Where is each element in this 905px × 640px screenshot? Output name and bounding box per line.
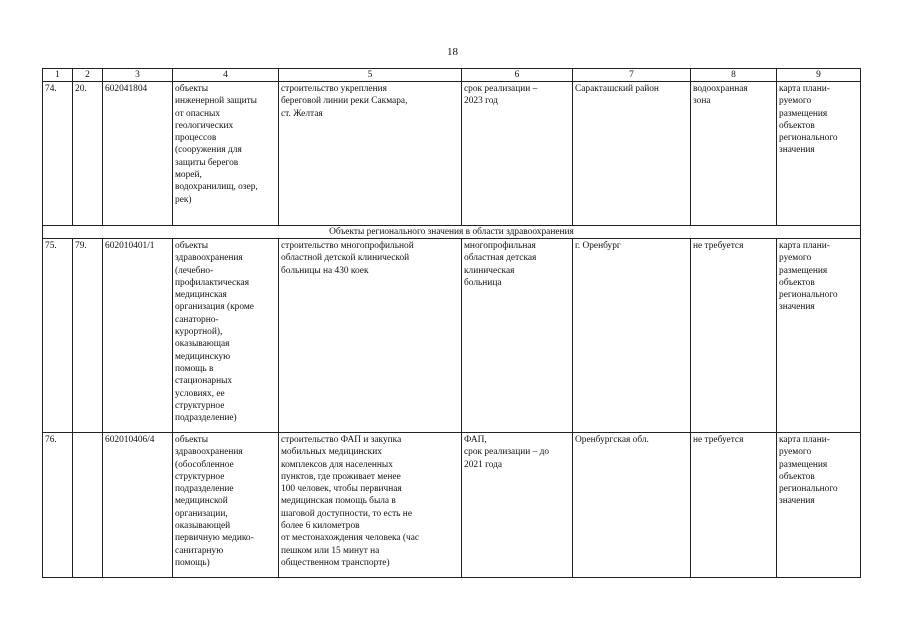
row-object: объекты здравоохранения (лечебно- профилактическая медицинская организация (кроме санаторно- курортной), оказывающая медицинскую помощь в стационарных условиях, ее структурное подразделение) — [173, 239, 279, 433]
column-header: 6 — [462, 69, 573, 82]
table-row — [43, 82, 861, 226]
row-code: 602010406/4 — [103, 433, 173, 578]
row-zone: водоохранная зона — [691, 82, 777, 226]
row-map: карта плани- руемого размещения объектов регионального значения — [777, 82, 861, 226]
row-number: 74. — [43, 82, 73, 226]
row-number: 75. — [43, 239, 73, 433]
row-map: карта плани- руемого размещения объектов регионального значения — [777, 239, 861, 433]
row-object: объекты здравоохранения (обособленное структурное подразделение медицинской организации, оказывающей первичную медико- санитарную помощь) — [173, 433, 279, 578]
column-header: 2 — [73, 69, 103, 82]
column-header: 1 — [43, 69, 73, 82]
row-code: 602010401/1 — [103, 239, 173, 433]
row-location: Оренбургская обл. — [573, 433, 691, 578]
section-title: Объекты регионального значения в области здравоохранения — [43, 226, 861, 239]
column-header: 7 — [573, 69, 691, 82]
row-number: 76. — [43, 433, 73, 578]
row-description: строительство многопрофильной областной детской клинической больницы на 430 коек — [279, 239, 462, 433]
row-subnumber — [73, 433, 103, 578]
row-object: объекты инженерной защиты от опасных геологических процессов (сооружения для защиты берегов морей, водохранилищ, озер, рек) — [173, 82, 279, 226]
row-zone: не требуется — [691, 433, 777, 578]
column-header: 3 — [103, 69, 173, 82]
column-header: 8 — [691, 69, 777, 82]
row-description: строительство ФАП и закупка мобильных медицинских комплексов для населенных пунктов, где проживает менее 100 человек, чтобы первичная медицинская помощь была в шаговой доступности, то есть не более 6 километров от местонахождения человека (час пешком или 15 минут на общественном транспорте) — [279, 433, 462, 578]
page-number: 18 — [447, 46, 458, 58]
row-location: г. Оренбург — [573, 239, 691, 433]
row-zone: не требуется — [691, 239, 777, 433]
row-subnumber: 79. — [73, 239, 103, 433]
row-code: 602041804 — [103, 82, 173, 226]
section-header-row — [43, 226, 861, 239]
column-header: 4 — [173, 69, 279, 82]
column-header: 9 — [777, 69, 861, 82]
row-term: ФАП, срок реализации – до 2021 года — [462, 433, 573, 578]
table-row — [43, 433, 861, 578]
row-term: многопрофильная областная детская клиническая больница — [462, 239, 573, 433]
document-table — [42, 68, 861, 578]
row-location: Саракташский район — [573, 82, 691, 226]
row-term: срок реализации – 2023 год — [462, 82, 573, 226]
row-map: карта плани- руемого размещения объектов регионального значения — [777, 433, 861, 578]
column-header: 5 — [279, 69, 462, 82]
row-description: строительство укрепления береговой линии реки Сакмара, ст. Желтая — [279, 82, 462, 226]
row-subnumber: 20. — [73, 82, 103, 226]
table-header-row — [43, 69, 861, 82]
table-row — [43, 239, 861, 433]
